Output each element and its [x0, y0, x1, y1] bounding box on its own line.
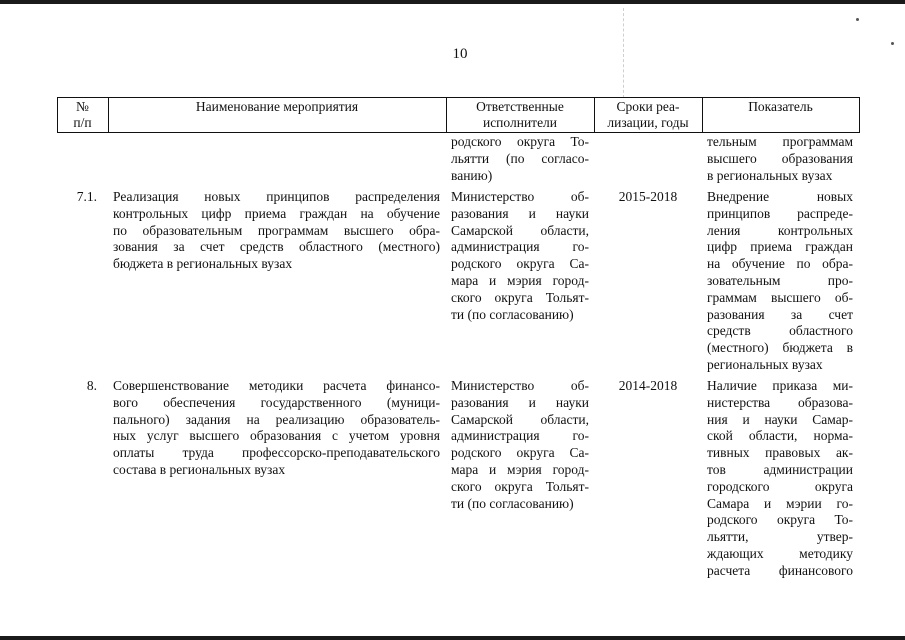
row-executors	[451, 378, 589, 512]
text-line: мара и мэрия город-	[451, 272, 589, 288]
row-number: 8.	[86, 378, 97, 393]
row-number: 7.1.	[76, 189, 97, 204]
text-line: на обучение по обра-	[707, 256, 853, 272]
text-line: ления контрольных	[707, 222, 853, 238]
text-line: в региональных вузах	[707, 167, 833, 183]
text-line: Самарской области,	[451, 411, 589, 427]
scan-speck	[856, 18, 859, 21]
text-line: оплаты труда профессорско-преподавательского	[113, 445, 440, 461]
text-line: принципов распреде-	[707, 205, 853, 221]
text-line: состава в региональных вузах	[113, 461, 286, 477]
col-border	[859, 97, 860, 133]
text-line: администрация го-	[451, 239, 589, 255]
carryover-indicator	[707, 134, 853, 184]
text-line: льятти, утвер-	[707, 529, 853, 545]
text-line: Совершенствование методики расчета финансо-	[113, 378, 440, 393]
page-number: 10	[452, 46, 468, 62]
text-line: высшего образования	[707, 150, 853, 166]
text-line: разования и науки	[451, 394, 589, 410]
text-line: льятти (по согласо-	[451, 150, 589, 166]
text-line: Наличие приказа ми-	[707, 378, 853, 393]
text-line: мара и мэрия город-	[451, 461, 589, 477]
text-line: ждающих методику	[707, 545, 853, 561]
text-line: пального) задания на реализацию образователь-	[113, 411, 440, 427]
text-line: региональных вузах	[707, 356, 823, 372]
text-line: разования и науки	[451, 205, 589, 221]
header-name: Наименование мероприятия	[195, 99, 359, 114]
scan-top-border	[0, 0, 905, 4]
text-line: Самара и мэрии го-	[707, 495, 853, 511]
text-line: бюджета в региональных вузах	[113, 256, 293, 272]
header-indicator: Показатель	[748, 99, 813, 114]
text-line: тивных правовых ак-	[707, 445, 853, 461]
header-bottom-border	[57, 132, 860, 133]
header-terms-line: лизации, годы	[607, 115, 689, 130]
text-line: ской области, норма-	[707, 428, 853, 444]
table-top-border	[57, 97, 860, 98]
text-line: городского округа	[707, 478, 853, 494]
header-num-line: п/п	[73, 115, 92, 130]
text-line: родского округа Са-	[451, 256, 589, 272]
text-line: вого обеспечения государственного (муници-	[113, 394, 440, 410]
row-name	[113, 378, 440, 479]
text-line: граммам высшего об-	[707, 289, 853, 305]
text-line: расчета финансового	[707, 562, 853, 578]
header-terms-line: Сроки реа-	[616, 99, 680, 114]
row-years: 2015-2018	[618, 189, 678, 204]
text-line: ных услуг высшего образования с учетом уровня	[113, 428, 440, 444]
text-line: Министерство об-	[451, 189, 589, 204]
row-indicator	[707, 189, 853, 374]
text-line: ти (по согласованию)	[451, 306, 574, 322]
text-line: Министерство об-	[451, 378, 589, 393]
row-years: 2014-2018	[618, 378, 678, 393]
text-line: цифр приема граждан	[707, 239, 853, 255]
text-line: зовательным про-	[707, 272, 853, 288]
text-line: разования за счет	[707, 306, 853, 322]
scan-fold-line	[623, 8, 624, 98]
text-line: Самарской области,	[451, 222, 589, 238]
header-num-line: №	[76, 99, 89, 114]
header-executors	[446, 99, 594, 131]
row-executors	[451, 189, 589, 323]
scan-bottom-border	[0, 636, 905, 640]
text-line: родского округа То-	[451, 134, 589, 149]
header-num	[57, 99, 108, 131]
text-line: Реализация новых принципов распределения	[113, 189, 440, 204]
text-line: ского округа Тольят-	[451, 289, 589, 305]
text-line: ния и науки Самар-	[707, 411, 853, 427]
text-line: (местного) бюджета в	[707, 340, 853, 356]
text-line: нистерства образова-	[707, 394, 853, 410]
text-line: зования за счет средств областного (местного)	[113, 239, 440, 255]
text-line: ванию)	[451, 167, 493, 183]
text-line: тов администрации	[707, 461, 853, 477]
header-executors-line: Ответственные	[476, 99, 564, 114]
text-line: средств областного	[707, 323, 853, 339]
text-line: по образовательным программам высшего обра-	[113, 222, 440, 238]
text-line: Внедрение новых	[707, 189, 853, 204]
text-line: администрация го-	[451, 428, 589, 444]
header-terms	[594, 99, 702, 131]
text-line: родского округа То-	[707, 512, 853, 528]
text-line: родского округа Са-	[451, 445, 589, 461]
carryover-executors	[451, 134, 589, 184]
text-line: контрольных цифр приема граждан на обучение	[113, 205, 440, 221]
row-indicator	[707, 378, 853, 580]
header-executors-line: исполнители	[482, 115, 558, 130]
scan-speck	[891, 42, 894, 45]
text-line: ского округа Тольят-	[451, 478, 589, 494]
text-line: ти (по согласованию)	[451, 495, 574, 511]
row-name	[113, 189, 440, 273]
text-line: тельным программам	[707, 134, 853, 149]
